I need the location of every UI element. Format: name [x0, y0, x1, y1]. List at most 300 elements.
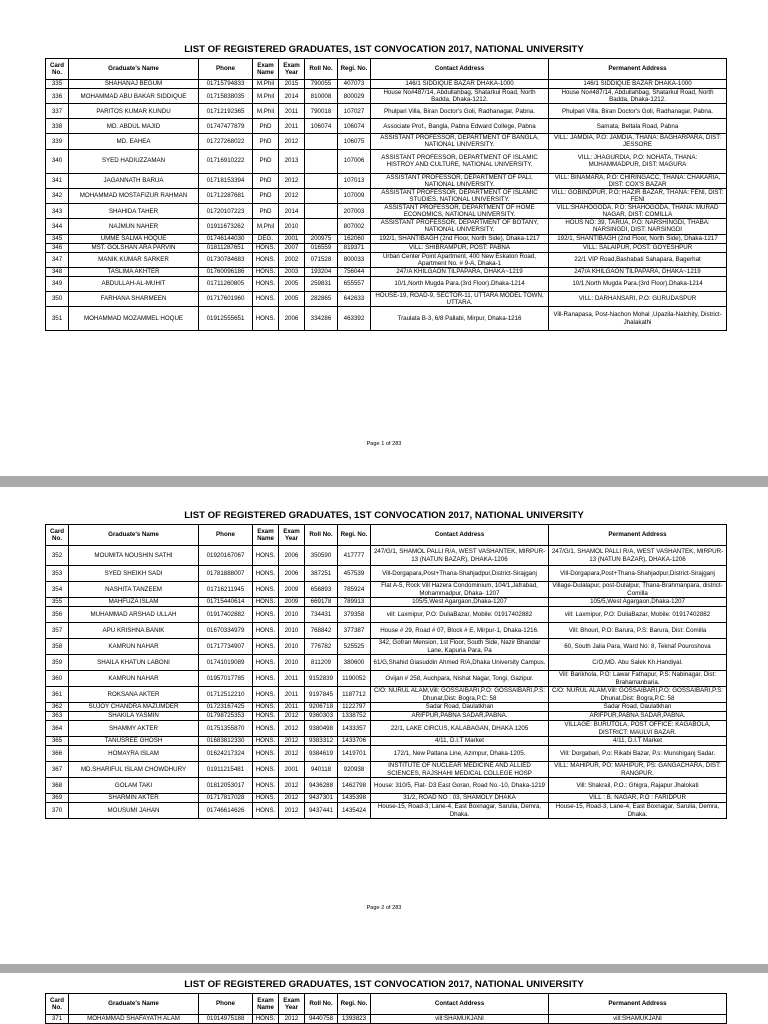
- cell-permanent-address: Vill-Dorgapara,Post+Thana-Shahjadpur,District-Sirajganj: [549, 566, 727, 582]
- cell-regi-no: 207003: [338, 204, 371, 219]
- header-roll-no: Roll No.: [305, 994, 338, 1015]
- table-row: [46, 546, 727, 566]
- cell-graduate-name: NAJMUN NAHER: [69, 219, 199, 234]
- cell-roll-no: [305, 204, 338, 219]
- cell-graduate-name: MD. ABDUL MAJID: [69, 119, 199, 134]
- cell-roll-no: 790018: [305, 104, 338, 119]
- cell-contact-address: House No#487/14, Abdullahbag, Shatarkul Road, North Badda, Dhaka-1212.: [371, 89, 549, 104]
- cell-card-no: 335: [46, 80, 69, 89]
- header-card-no: Card No.: [46, 525, 69, 546]
- cell-contact-address: Flat A-5, Rock Vill Hazera Condominium, 104/1,Jafrabad, Mohammadpur, Dhaka- 1207: [371, 582, 549, 598]
- page-title: LIST OF REGISTERED GRADUATES, 1ST CONVOCATION 2017, NATIONAL UNIVERSITY: [184, 44, 584, 55]
- cell-permanent-address: 4/11, D.I.T Market: [549, 737, 727, 746]
- cell-regi-no: 380600: [338, 655, 371, 671]
- cell-regi-no: 106075: [338, 134, 371, 149]
- cell-permanent-address: 247/G/1, SHAMOL PALLI R/A, WEST VASHANTEK, MIRPUR-13 (NATUN BAZAR), DHAKA-1206: [549, 546, 727, 566]
- cell-contact-address: 10/1,North Mugda Para.(3rd Floor).Dhaka-1214: [371, 276, 549, 291]
- cell-roll-no: 9440758: [305, 1015, 338, 1024]
- header-permanent-address: Permanent Address: [549, 59, 727, 80]
- cell-exam-year: 2009: [279, 598, 305, 607]
- cell-graduate-name: PARITOS KUMAR KUNDU: [69, 104, 199, 119]
- header-contact-address: Contact Address: [371, 59, 549, 80]
- cell-graduate-name: JAGANNATH BARUA: [69, 173, 199, 188]
- header-roll-no: Roll No.: [305, 525, 338, 546]
- cell-permanent-address: 247/A KHILGAON TILPAPARA, DHAKA~1219: [549, 267, 727, 276]
- cell-regi-no: 1433357: [338, 721, 371, 737]
- cell-exam-year: 2009: [279, 582, 305, 598]
- header-contact-address: Contact Address: [371, 994, 549, 1015]
- cell-graduate-name: MOHAMMAD ABU BAKAR SIDDIQUE: [69, 89, 199, 104]
- table-row: [46, 291, 727, 306]
- cell-contact-address: House: 310/5, Flat- D3 East Goran, Road No.-10, Dhaka-1219: [371, 778, 549, 794]
- cell-card-no: 358: [46, 639, 69, 655]
- cell-card-no: 354: [46, 582, 69, 598]
- cell-regi-no: 107027: [338, 104, 371, 119]
- cell-card-no: 340: [46, 149, 69, 173]
- cell-contact-address: 31/2, ROAD NO : 03, SHAMOLY DHAKA: [371, 794, 549, 803]
- cell-contact-address: VILL: SHIBRAMPUR, POST: PABNA: [371, 243, 549, 252]
- cell-phone: 01911215481: [199, 762, 253, 778]
- cell-regi-no: 920938: [338, 762, 371, 778]
- cell-contact-address: 61/G,Shahid Giasuddin Ahmed R/A,Dhaka University Campus.: [371, 655, 549, 671]
- cell-card-no: 355: [46, 598, 69, 607]
- header-regi-no: Regi. No.: [338, 994, 371, 1015]
- cell-graduate-name: MD.SHARIFUL ISLAM CHOWDHURY: [69, 762, 199, 778]
- cell-permanent-address: Village-Dulalapur, post-Dulalpur, Thana-Brahmanpara, district-Comilla: [549, 582, 727, 598]
- header-phone: Phone: [199, 994, 253, 1015]
- cell-regi-no: 1187712: [338, 687, 371, 703]
- cell-card-no: 337: [46, 104, 69, 119]
- page-title: LIST OF REGISTERED GRADUATES, 1ST CONVOCATION 2017, NATIONAL UNIVERSITY: [184, 510, 584, 521]
- cell-graduate-name: KAMRUN NAHAR: [69, 671, 199, 687]
- cell-permanent-address: VILL: BINAMARA, P.O: CHIRINGACC, THANA: CHAKARIA, DIST: COX'S BAZAR: [549, 173, 727, 188]
- cell-phone: 01717817028: [199, 794, 253, 803]
- cell-regi-no: 1393823: [338, 1015, 371, 1024]
- table-row: [46, 188, 727, 203]
- cell-regi-no: 807002: [338, 219, 371, 234]
- cell-exam-name: HONS.: [253, 598, 279, 607]
- cell-exam-year: 2012: [279, 134, 305, 149]
- cell-contact-address: ASSISTANT PROFESSOR, DEPARTMENT OF PALI, NATIONAL UNIVERSITY.: [371, 173, 549, 188]
- cell-exam-year: 2006: [279, 546, 305, 566]
- cell-contact-address: ASSISTANT PROFESSOR, DEPARTMENT OF BANGLA, NATIONAL UNIVERSITY.: [371, 134, 549, 149]
- header-exam-name: Exam Name: [253, 525, 279, 546]
- cell-regi-no: 1435424: [338, 803, 371, 819]
- cell-regi-no: 789913: [338, 598, 371, 607]
- cell-phone: 01912555651: [199, 307, 253, 331]
- table-row: [46, 80, 727, 89]
- cell-regi-no: 463392: [338, 307, 371, 331]
- cell-exam-year: 2012: [279, 712, 305, 721]
- cell-exam-year: 2005: [279, 291, 305, 306]
- table-header-row: [46, 525, 727, 546]
- cell-regi-no: 457539: [338, 566, 371, 582]
- cell-card-no: 357: [46, 623, 69, 639]
- cell-exam-name: HONS.: [253, 243, 279, 252]
- cell-exam-year: 2001: [279, 762, 305, 778]
- cell-graduate-name: TANUSREE GHOSH: [69, 737, 199, 746]
- document-page-3: [0, 973, 768, 1024]
- table-row: [46, 607, 727, 623]
- cell-phone: 01720107223: [199, 204, 253, 219]
- cell-exam-year: 2012: [279, 778, 305, 794]
- cell-phone: 01812053017: [199, 778, 253, 794]
- cell-regi-no: 1462798: [338, 778, 371, 794]
- cell-phone: 01711260805: [199, 276, 253, 291]
- cell-exam-name: HONS.: [253, 307, 279, 331]
- table-row: [46, 655, 727, 671]
- table-row: [46, 794, 727, 803]
- cell-permanent-address: VILL:SHAHOGODA, P.O: SHAHOGODA, THANA: MURAD NAGAR, DIST: COMILLA: [549, 204, 727, 219]
- cell-permanent-address: 10/1,North Mugda Para.(3rd Floor).Dhaka-1214: [549, 276, 727, 291]
- cell-exam-name: HONS.: [253, 276, 279, 291]
- cell-exam-year: 2011: [279, 671, 305, 687]
- cell-exam-name: HONS.: [253, 762, 279, 778]
- cell-regi-no: 642633: [338, 291, 371, 306]
- cell-permanent-address: vill:SHAMUKJANI: [549, 1015, 727, 1024]
- cell-card-no: 344: [46, 219, 69, 234]
- cell-roll-no: 810008: [305, 89, 338, 104]
- cell-exam-name: HONS.: [253, 687, 279, 703]
- cell-exam-year: 2012: [279, 746, 305, 762]
- cell-contact-address: HOUSE-19, ROAD-9, SECTOR-11, UTTARA MODEL TOWN, UTTARA.: [371, 291, 549, 306]
- cell-graduate-name: MD. EAHEA: [69, 134, 199, 149]
- cell-permanent-address: C/O,MD. Abu Salek Kh.Handiyal.: [549, 655, 727, 671]
- cell-permanent-address: VILL : B. NAGAR, P.O : FARIDPUR: [549, 794, 727, 803]
- cell-roll-no: 9380498: [305, 721, 338, 737]
- cell-permanent-address: 192/1, SHANTIBAGH (2nd Floor, North Side), Dhaka-1217: [549, 234, 727, 243]
- table-body: [46, 1015, 727, 1024]
- cell-exam-year: 2006: [279, 307, 305, 331]
- cell-permanent-address: Vill: Dorgabari, P.o: Rikabi Bazar, P.s: Munshiganj Sadar.: [549, 746, 727, 762]
- table-row: [46, 134, 727, 149]
- table-body: [46, 80, 727, 331]
- cell-phone: 01760096186: [199, 267, 253, 276]
- cell-phone: 01746144030: [199, 234, 253, 243]
- cell-roll-no: 9384619: [305, 746, 338, 762]
- cell-exam-name: HONS.: [253, 566, 279, 582]
- cell-graduate-name: MUHAMMAD ARSHAD ULLAH: [69, 607, 199, 623]
- cell-contact-address: Vill-Dorgapara,Post+Thana-Shahjadpur,District-Sirajganj: [371, 566, 549, 582]
- table-row: [46, 762, 727, 778]
- cell-contact-address: 146/1 SIDDIQUE BAZAR DHAKA-1000: [371, 80, 549, 89]
- cell-roll-no: 768842: [305, 623, 338, 639]
- cell-regi-no: 1122797: [338, 703, 371, 712]
- table-header-row: [46, 994, 727, 1015]
- cell-exam-name: HONS.: [253, 546, 279, 566]
- cell-exam-year: 2010: [279, 607, 305, 623]
- cell-exam-year: 2010: [279, 623, 305, 639]
- cell-card-no: 369: [46, 794, 69, 803]
- cell-graduate-name: SHAHANAJ BEGUM: [69, 80, 199, 89]
- cell-phone: 01683812330: [199, 737, 253, 746]
- table-row: [46, 276, 727, 291]
- cell-card-no: 356: [46, 607, 69, 623]
- cell-contact-address: 247/A KHILGAON TILPAPARA, DHAKA~1219: [371, 267, 549, 276]
- cell-exam-name: HONS.: [253, 737, 279, 746]
- cell-card-no: 364: [46, 721, 69, 737]
- cell-exam-name: PhD: [253, 119, 279, 134]
- cell-exam-name: HONS.: [253, 721, 279, 737]
- table-row: [46, 204, 727, 219]
- cell-permanent-address: HOUS NO: 39, TARUA, P.O: NARSHINGDI, THABA: NARSINGDI, DIST: NARSINGDI: [549, 219, 727, 234]
- cell-exam-name: HONS.: [253, 703, 279, 712]
- table-row: [46, 243, 727, 252]
- cell-exam-name: M.Phil: [253, 80, 279, 89]
- document-page-1: [0, 0, 768, 476]
- cell-exam-name: HONS.: [253, 607, 279, 623]
- cell-phone: 01712512210: [199, 687, 253, 703]
- cell-contact-address: ASSISTANT PROFESSOR, DEPARTMENT OF ISLAMIC HISTROY AND CULTURE, NATIONAL UNIVERSITY.: [371, 149, 549, 173]
- cell-roll-no: 200975: [305, 234, 338, 243]
- cell-regi-no: 525525: [338, 639, 371, 655]
- cell-phone: 01716211945: [199, 582, 253, 598]
- cell-exam-year: 2014: [279, 204, 305, 219]
- header-regi-no: Regi. No.: [338, 525, 371, 546]
- cell-roll-no: 811209: [305, 655, 338, 671]
- header-exam-name: Exam Name: [253, 59, 279, 80]
- table-row: [46, 307, 727, 331]
- cell-graduate-name: SHAILA KHATUN LABONI: [69, 655, 199, 671]
- cell-regi-no: 377387: [338, 623, 371, 639]
- table-row: [46, 778, 727, 794]
- header-contact-address: Contact Address: [371, 525, 549, 546]
- cell-exam-name: HONS.: [253, 267, 279, 276]
- cell-roll-no: 776782: [305, 639, 338, 655]
- cell-permanent-address: 146/1 SIDDIQUE BAZAR DHAKA-1000: [549, 80, 727, 89]
- cell-card-no: 361: [46, 687, 69, 703]
- cell-exam-name: HONS.: [253, 623, 279, 639]
- cell-exam-year: 2003: [279, 267, 305, 276]
- cell-phone: 01717601960: [199, 291, 253, 306]
- page-footer: Page 2 of 283: [366, 905, 402, 911]
- cell-exam-name: HONS.: [253, 712, 279, 721]
- cell-graduate-name: APU KRISHNA BANIK: [69, 623, 199, 639]
- header-card-no: Card No.: [46, 59, 69, 80]
- cell-roll-no: [305, 188, 338, 203]
- cell-graduate-name: MOHAMMAD MOSTAFIZUR RAHMAN: [69, 188, 199, 203]
- cell-graduate-name: SYED SHEIKH SADI: [69, 566, 199, 582]
- cell-contact-address: House # 29, Road # 07, Block # E, Mirpur-1, Dhaka-1216.: [371, 623, 549, 639]
- table-row: [46, 119, 727, 134]
- cell-phone: 01716910222: [199, 149, 253, 173]
- cell-graduate-name: SHAKILA YASMIN: [69, 712, 199, 721]
- cell-exam-year: 2012: [279, 803, 305, 819]
- cell-card-no: 360: [46, 671, 69, 687]
- cell-roll-no: 9436288: [305, 778, 338, 794]
- cell-permanent-address: Sadar Road, Daulatkhan: [549, 703, 727, 712]
- cell-permanent-address: 22/1 VIP Road,Bashabati Sahapara, Bagerhat: [549, 252, 727, 267]
- cell-regi-no: 106074: [338, 119, 371, 134]
- cell-graduate-name: MOHAMMAD SHAFAYATH ALAM: [69, 1015, 199, 1024]
- cell-exam-name: PhD: [253, 134, 279, 149]
- cell-roll-no: 656893: [305, 582, 338, 598]
- cell-exam-year: 2012: [279, 1015, 305, 1024]
- cell-phone: 01730784683: [199, 252, 253, 267]
- cell-graduate-name: MST. GOLSHAN ARA PARVIN: [69, 243, 199, 252]
- cell-roll-no: 9437301: [305, 794, 338, 803]
- cell-contact-address: ASSISTANT PROFESSOR, DEPARTMENT OF ISLAMIC STUDIES, NATIONAL UNIVERSITY.: [371, 188, 549, 203]
- header-exam-year: Exam Year: [279, 994, 305, 1015]
- cell-roll-no: [305, 219, 338, 234]
- cell-card-no: 341: [46, 173, 69, 188]
- cell-regi-no: 1419701: [338, 746, 371, 762]
- cell-contact-address: vill: Laxmipur, P.O: DuliaBazar, Mobile: 01917402882: [371, 607, 549, 623]
- cell-card-no: 353: [46, 566, 69, 582]
- cell-regi-no: 800029: [338, 89, 371, 104]
- table-row: [46, 712, 727, 721]
- cell-phone: 01781888007: [199, 566, 253, 582]
- cell-regi-no: 1435398: [338, 794, 371, 803]
- cell-exam-year: 2015: [279, 80, 305, 89]
- cell-card-no: 351: [46, 307, 69, 331]
- cell-phone: 01751355870: [199, 721, 253, 737]
- cell-exam-name: PhD: [253, 149, 279, 173]
- cell-permanent-address: VILL: JAMDIA, P.O: JAMDIA, THANA: BAGHARPARA, DIST: JESSORE: [549, 134, 727, 149]
- cell-roll-no: 282865: [305, 291, 338, 306]
- cell-exam-year: 2006: [279, 566, 305, 582]
- header-card-no: Card No.: [46, 994, 69, 1015]
- cell-card-no: 347: [46, 252, 69, 267]
- cell-exam-year: 2001: [279, 234, 305, 243]
- cell-phone: 01798725353: [199, 712, 253, 721]
- page-title: LIST OF REGISTERED GRADUATES, 1ST CONVOCATION 2017, NATIONAL UNIVERSITY: [184, 979, 584, 990]
- cell-phone: 01715440614: [199, 598, 253, 607]
- cell-graduate-name: ABDULLAH-AL-MUHIT: [69, 276, 199, 291]
- cell-exam-name: M.Phil: [253, 104, 279, 119]
- table-row: [46, 104, 727, 119]
- cell-phone: 01727268022: [199, 134, 253, 149]
- cell-contact-address: Urban Center Point Apartment, 400 New Eskaton Road, Apartment No. # 9-A, Dhaka-1: [371, 252, 549, 267]
- cell-roll-no: [305, 134, 338, 149]
- cell-permanent-address: Vill: Bhouri, P.O: Barura, P.S: Barura, Dist: Comilla: [549, 623, 727, 639]
- cell-exam-name: M.Phil: [253, 89, 279, 104]
- cell-exam-year: 2002: [279, 252, 305, 267]
- table-row: [46, 598, 727, 607]
- cell-phone: 01624217324: [199, 746, 253, 762]
- table-row: [46, 234, 727, 243]
- cell-card-no: 370: [46, 803, 69, 819]
- cell-regi-no: 785924: [338, 582, 371, 598]
- table-row: [46, 149, 727, 173]
- cell-phone: 01715794833: [199, 80, 253, 89]
- cell-roll-no: 259831: [305, 276, 338, 291]
- cell-roll-no: 334286: [305, 307, 338, 331]
- table-row: [46, 623, 727, 639]
- cell-roll-no: 9360303: [305, 712, 338, 721]
- table-row: [46, 1015, 727, 1024]
- header-permanent-address: Permanent Address: [549, 994, 727, 1015]
- cell-contact-address: 192/1, SHANTIBAGH (2nd Floor, North Side), Dhaka-1217: [371, 234, 549, 243]
- cell-roll-no: 193204: [305, 267, 338, 276]
- cell-phone: 01712192365: [199, 104, 253, 119]
- cell-regi-no: 162060: [338, 234, 371, 243]
- header-exam-year: Exam Year: [279, 525, 305, 546]
- cell-exam-year: 2012: [279, 794, 305, 803]
- cell-exam-year: 2010: [279, 219, 305, 234]
- cell-card-no: 352: [46, 546, 69, 566]
- cell-phone: 01914975188: [199, 1015, 253, 1024]
- page-footer: Page 1 of 283: [366, 441, 402, 447]
- cell-card-no: 363: [46, 712, 69, 721]
- document-page-2: [0, 487, 768, 964]
- cell-permanent-address: VILLAGE: BURUTOLA, POST OFFICE: KAGABOLA, DISTRICT: MAULVI BAZAR.: [549, 721, 727, 737]
- cell-roll-no: 734431: [305, 607, 338, 623]
- cell-roll-no: 9437441: [305, 803, 338, 819]
- table-header-row: [46, 59, 727, 80]
- cell-card-no: 366: [46, 746, 69, 762]
- table-row: [46, 267, 727, 276]
- table-row: [46, 737, 727, 746]
- cell-exam-name: PhD: [253, 204, 279, 219]
- cell-permanent-address: Vill-Ranapasa, Post-Nachon Mohal ,Upazila-Nalchity, District-Jhalakathi: [549, 307, 727, 331]
- cell-card-no: 371: [46, 1015, 69, 1024]
- cell-roll-no: [305, 173, 338, 188]
- cell-roll-no: 106074: [305, 119, 338, 134]
- cell-exam-name: M.Phil: [253, 219, 279, 234]
- table-row: [46, 803, 727, 819]
- cell-exam-name: PhD: [253, 173, 279, 188]
- graduates-table: [45, 993, 727, 1024]
- cell-roll-no: 790055: [305, 80, 338, 89]
- cell-graduate-name: TASLIMA AKHTER: [69, 267, 199, 276]
- cell-graduate-name: HOMAYRA ISLAM: [69, 746, 199, 762]
- cell-roll-no: 669178: [305, 598, 338, 607]
- cell-card-no: 362: [46, 703, 69, 712]
- cell-exam-year: 2011: [279, 703, 305, 712]
- cell-regi-no: 1190052: [338, 671, 371, 687]
- table-row: [46, 89, 727, 104]
- cell-exam-name: HONS.: [253, 639, 279, 655]
- cell-exam-year: 2013: [279, 149, 305, 173]
- cell-phone: 01718153394: [199, 173, 253, 188]
- cell-contact-address: House-15, Road-3, Lane-4, East Boxnagar, Sarulia, Demra, Dhaka.: [371, 803, 549, 819]
- cell-exam-year: 2012: [279, 721, 305, 737]
- cell-exam-year: 2012: [279, 188, 305, 203]
- cell-roll-no: 387251: [305, 566, 338, 582]
- cell-exam-year: 2005: [279, 276, 305, 291]
- cell-contact-address: 22/1, LAKE CIRCUS, KALABAGAN, DHAKA 1205: [371, 721, 549, 737]
- cell-roll-no: 9197845: [305, 687, 338, 703]
- cell-graduate-name: MOUSUMI JAHAN: [69, 803, 199, 819]
- cell-contact-address: Sadar Road, Daulatkhan: [371, 703, 549, 712]
- cell-phone: 01917402882: [199, 607, 253, 623]
- cell-graduate-name: UMME SALMA HOQUE: [69, 234, 199, 243]
- cell-exam-name: DEG.: [253, 234, 279, 243]
- cell-roll-no: 071528: [305, 252, 338, 267]
- cell-permanent-address: C/O: NURUL ALAM,Vill: GOSSAIBARI,P.O: GOSSAIBARI,P.S: Dhunat,Dist: Bogra,P.C: 58: [549, 687, 727, 703]
- cell-graduate-name: KAMRUN NAHAR: [69, 639, 199, 655]
- table-row: [46, 687, 727, 703]
- cell-contact-address: INSTITUTE OF NUCLEAR MEDICINE AND ALLIED SCIENCES, RAJSHAHI MEDICAL COLLEGE HOSP: [371, 762, 549, 778]
- cell-card-no: 365: [46, 737, 69, 746]
- header-exam-year: Exam Year: [279, 59, 305, 80]
- cell-roll-no: [305, 149, 338, 173]
- table-row: [46, 746, 727, 762]
- cell-permanent-address: vill: Laxmipur, P.O: DuliaBazar, Mobile: 01917402882: [549, 607, 727, 623]
- cell-graduate-name: MAHFUZA ISLAM: [69, 598, 199, 607]
- table-row: [46, 219, 727, 234]
- cell-card-no: 359: [46, 655, 69, 671]
- cell-card-no: 342: [46, 188, 69, 203]
- cell-card-no: 348: [46, 267, 69, 276]
- cell-contact-address: 105/5,West Agargaon,Dhaka-1207: [371, 598, 549, 607]
- cell-permanent-address: VILL: DARHANSARI, P.O: GURUDASPUR: [549, 291, 727, 306]
- header-phone: Phone: [199, 59, 253, 80]
- cell-phone: 01957017785: [199, 671, 253, 687]
- cell-phone: 01746614626: [199, 803, 253, 819]
- cell-regi-no: 107006: [338, 149, 371, 173]
